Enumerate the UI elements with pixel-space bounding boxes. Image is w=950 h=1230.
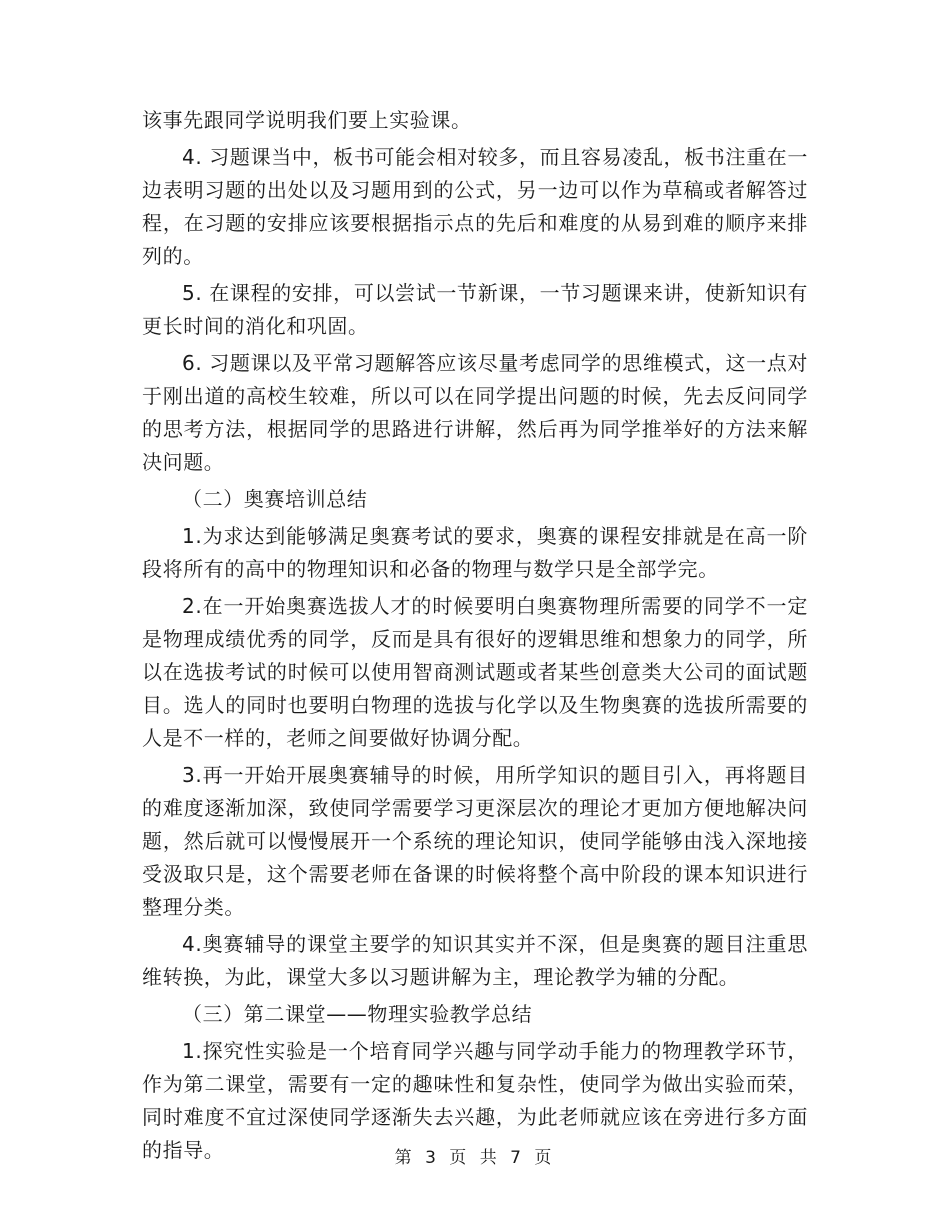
paragraph-olympiad-3: 3.再一开始开展奥赛辅导的时候，用所学知识的题目引入，再将题目的难度逐渐加深，致使同学需要学习更深层次的理论才更加方便地解决问题，然后就可以慢慢展开一个系统的理论知识，使同学能够由浅入深地接受汲取只是，这个需要老师在备课的时候将整个高中阶段的课本知识进行整理分类。 [142, 763, 808, 919]
paragraph-item-5: 5. 在课程的安排，可以尝试一节新课，一节习题课来讲，使新知识有更长时间的消化和巩固。 [142, 281, 808, 338]
paragraph-olympiad-2: 2.在一开始奥赛选拔人才的时候要明白奥赛物理所需要的同学不一定是物理成绩优秀的同学，反而是具有很好的逻辑思维和想象力的同学，所以在选拔考试的时候可以使用智商测试题或者某些创意类大公司的面试题目。选人的同时也要明白物理的选拔与化学以及生物奥赛的选拔所需要的人是不一样的，老师之间要做好协调分配。 [142, 594, 808, 750]
paragraph-item-4: 4. 习题课当中，板书可能会相对较多，而且容易凌乱，板书注重在一边表明习题的出处以及习题用到的公式，另一边可以作为草稿或者解答过程，在习题的安排应该要根据指示点的先后和难度的从易到难的顺序来排列的。 [142, 145, 808, 268]
section-heading-olympiad: （二）奥赛培训总结 [182, 487, 368, 511]
section-heading-experiment: （三）第二课堂——物理实验教学总结 [182, 1002, 533, 1026]
document-body [142, 104, 808, 1171]
paragraph-item-6: 6. 习题课以及平常习题解答应该尽量考虑同学的思维模式，这一点对于刚出道的高校生较难，所以可以在同学提出问题的时候，先去反问同学的思考方法，根据同学的思路进行讲解，然后再为同学推举好的方法来解决问题。 [142, 351, 808, 474]
page-number-footer: 第 3 页 共 7 页 [394, 1148, 556, 1168]
paragraph-olympiad-4: 4.奥赛辅导的课堂主要学的知识其实并不深，但是奥赛的题目注重思维转换，为此，课堂大多以习题讲解为主，理论教学为辅的分配。 [142, 932, 808, 989]
paragraph-continuation: 该事先跟同学说明我们要上实验课。 [142, 108, 472, 132]
paragraph-olympiad-1: 1.为求达到能够满足奥赛考试的要求，奥赛的课程安排就是在高一阶段将所有的高中的物理知识和必备的物理与数学只是全部学完。 [142, 524, 808, 581]
paragraph-experiment-1: 1.探究性实验是一个培育同学兴趣与同学动手能力的物理教学环节，作为第二课堂，需要有一定的趣味性和复杂性，使同学为做出实验而荣，同时难度不宜过深使同学逐渐失去兴趣，为此老师就应该在旁进行多方面的指导。 [142, 1039, 808, 1162]
